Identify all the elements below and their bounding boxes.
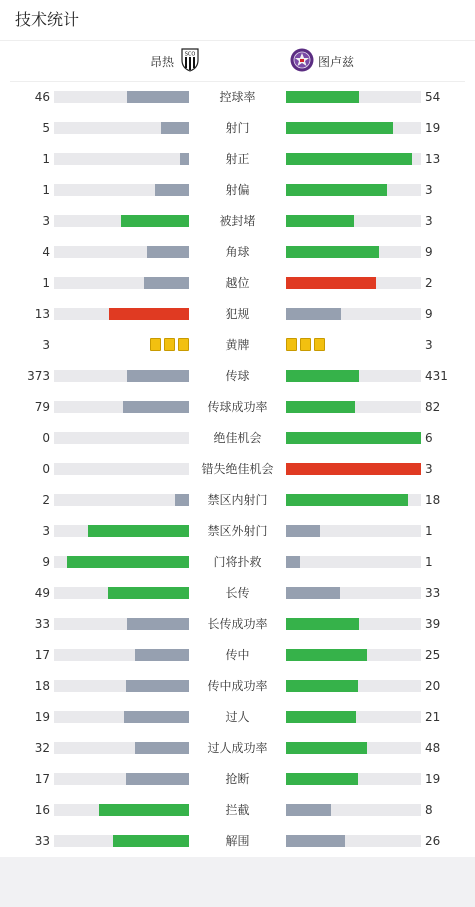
stat-label: 传球成功率: [207, 400, 268, 414]
away-bar: [286, 649, 367, 661]
home-bar-track: [54, 649, 189, 661]
stat-row: [0, 273, 475, 293]
away-value: 20: [425, 679, 441, 693]
away-bar: [286, 804, 331, 816]
home-value: 0: [42, 431, 50, 445]
stat-row: [0, 428, 475, 448]
home-value: 3: [42, 524, 50, 538]
home-bar: [121, 215, 189, 227]
home-bar-track: [54, 618, 189, 630]
stat-row: [0, 149, 475, 169]
stat-row: [0, 490, 475, 510]
away-bar-track: [286, 401, 421, 413]
away-value: 3: [425, 462, 433, 476]
away-value: 9: [425, 245, 433, 259]
away-bar-track: [286, 215, 421, 227]
svg-text:SCO: SCO: [184, 51, 196, 57]
stat-label: 传中成功率: [207, 679, 268, 693]
stat-label: 错失绝佳机会: [201, 462, 274, 476]
away-bar: [286, 525, 320, 537]
home-value: 3: [42, 214, 50, 228]
stat-label: 解围: [225, 834, 250, 848]
home-value: 1: [42, 183, 50, 197]
home-value: 19: [34, 710, 50, 724]
away-value: 9: [425, 307, 433, 321]
stat-label: 过人成功率: [207, 741, 268, 755]
home-bar-track: [54, 432, 189, 444]
stat-label: 角球: [225, 245, 250, 259]
home-bar-track: [54, 246, 189, 258]
home-value: 32: [34, 741, 50, 755]
away-bar-track: [286, 184, 421, 196]
home-bar-track: [54, 122, 189, 134]
away-bar: [286, 215, 354, 227]
home-bar: [123, 401, 189, 413]
home-bar-track: [54, 184, 189, 196]
away-value: 54: [425, 90, 441, 104]
home-bar-track: [54, 91, 189, 103]
away-value: 39: [425, 617, 441, 631]
stat-row: [0, 521, 475, 541]
away-bar: [286, 587, 340, 599]
stat-row: [0, 459, 475, 479]
home-value: 17: [34, 648, 50, 662]
home-bar-track: [54, 401, 189, 413]
stat-label: 犯规: [225, 307, 250, 321]
home-bar-track: [54, 277, 189, 289]
stat-row: [0, 769, 475, 789]
home-value: 0: [42, 462, 50, 476]
stat-label: 传中: [225, 648, 250, 662]
stat-label: 射正: [225, 152, 250, 166]
away-bar: [286, 835, 345, 847]
away-bar-track: [286, 122, 421, 134]
home-value: 49: [34, 586, 50, 600]
away-bar-track: [286, 711, 421, 723]
stat-row: [0, 335, 475, 355]
away-value: 1: [425, 524, 433, 538]
home-bar-track: [54, 525, 189, 537]
away-yellow-cards: [286, 338, 325, 351]
away-value: 19: [425, 772, 441, 786]
home-bar: [175, 494, 189, 506]
toulouse-crest-icon: [290, 48, 314, 75]
stat-label: 禁区外射门: [207, 524, 268, 538]
stat-row: [0, 211, 475, 231]
away-bar: [286, 711, 356, 723]
home-value: 18: [34, 679, 50, 693]
home-bar: [180, 153, 189, 165]
stat-row: [0, 242, 475, 262]
away-bar-track: [286, 649, 421, 661]
home-bar-track: [54, 308, 189, 320]
away-value: 21: [425, 710, 441, 724]
away-bar: [286, 153, 412, 165]
away-bar: [286, 494, 408, 506]
home-value: 2: [42, 493, 50, 507]
away-bar-track: [286, 370, 421, 382]
away-value: 33: [425, 586, 441, 600]
stat-row: [0, 583, 475, 603]
home-bar-track: [54, 680, 189, 692]
home-bar-track: [54, 215, 189, 227]
home-bar-track: [54, 835, 189, 847]
yellow-card-icon: [164, 338, 175, 351]
page-title: 技术统计: [15, 10, 80, 29]
away-bar: [286, 773, 358, 785]
stat-label: 门将扑救: [213, 555, 262, 569]
home-value: 3: [42, 338, 50, 352]
away-bar-track: [286, 308, 421, 320]
stat-label: 传球: [225, 369, 250, 383]
home-team-name: 昂热: [149, 54, 174, 69]
away-value: 82: [425, 400, 441, 414]
away-team[interactable]: [290, 41, 354, 81]
stat-row: [0, 118, 475, 138]
home-value: 79: [34, 400, 50, 414]
home-bar: [127, 370, 189, 382]
away-bar: [286, 680, 358, 692]
home-bar-track: [54, 556, 189, 568]
stat-row: [0, 552, 475, 572]
away-value: 48: [425, 741, 441, 755]
home-bar: [126, 773, 189, 785]
home-bar: [126, 680, 189, 692]
home-yellow-cards: [150, 338, 189, 351]
home-value: 9: [42, 555, 50, 569]
home-value: 13: [34, 307, 50, 321]
away-bar: [286, 401, 355, 413]
home-value: 1: [42, 276, 50, 290]
home-bar-track: [54, 711, 189, 723]
stat-row: [0, 614, 475, 634]
home-bar: [127, 91, 189, 103]
away-value: 3: [425, 338, 433, 352]
away-value: 6: [425, 431, 433, 445]
away-value: 1: [425, 555, 433, 569]
home-bar-track: [54, 587, 189, 599]
away-bar: [286, 184, 387, 196]
away-value: 26: [425, 834, 441, 848]
away-bar: [286, 370, 359, 382]
away-value: 19: [425, 121, 441, 135]
stat-row: [0, 180, 475, 200]
yellow-card-icon: [178, 338, 189, 351]
stat-row: [0, 397, 475, 417]
stat-label: 黄牌: [225, 338, 250, 352]
yellow-card-icon: [150, 338, 161, 351]
away-value: 8: [425, 803, 433, 817]
home-bar-track: [54, 804, 189, 816]
away-bar-track: [286, 246, 421, 258]
stat-row: [0, 800, 475, 820]
stat-row: [0, 304, 475, 324]
stat-row: [0, 676, 475, 696]
away-team-name: 图卢兹: [318, 54, 355, 69]
away-bar-track: [286, 680, 421, 692]
stat-label: 拦截: [225, 803, 250, 817]
home-bar-track: [54, 370, 189, 382]
stat-label: 控球率: [219, 90, 256, 104]
home-bar-track: [54, 494, 189, 506]
home-bar: [144, 277, 189, 289]
away-bar-track: [286, 525, 421, 537]
home-bar: [147, 246, 189, 258]
home-bar: [135, 742, 189, 754]
stat-label: 长传成功率: [207, 617, 268, 631]
home-bar: [113, 835, 189, 847]
stat-label: 越位: [225, 276, 250, 290]
home-bar-track: [54, 773, 189, 785]
away-bar-track: [286, 773, 421, 785]
stat-label: 射门: [225, 121, 250, 135]
stat-row: [0, 366, 475, 386]
away-bar: [286, 556, 300, 568]
home-value: 46: [34, 90, 50, 104]
stat-row: [0, 707, 475, 727]
angers-crest-icon: [180, 48, 200, 75]
away-bar: [286, 463, 421, 475]
away-bar-track: [286, 618, 421, 630]
home-bar: [88, 525, 189, 537]
away-bar-track: [286, 91, 421, 103]
home-value: 33: [34, 617, 50, 631]
away-bar-track: [286, 556, 421, 568]
stat-row: [0, 87, 475, 107]
home-bar-track: [54, 742, 189, 754]
stat-label: 长传: [225, 586, 250, 600]
home-value: 373: [27, 369, 50, 383]
home-value: 16: [34, 803, 50, 817]
stat-label: 射偏: [225, 183, 250, 197]
away-bar: [286, 432, 421, 444]
away-value: 13: [425, 152, 441, 166]
yellow-card-icon: [314, 338, 325, 351]
home-bar: [109, 308, 189, 320]
home-value: 33: [34, 834, 50, 848]
team-header: [10, 41, 465, 82]
away-bar: [286, 308, 341, 320]
home-value: 5: [42, 121, 50, 135]
home-bar: [161, 122, 189, 134]
away-bar-track: [286, 153, 421, 165]
home-bar: [99, 804, 189, 816]
away-bar-track: [286, 804, 421, 816]
home-team[interactable]: [150, 41, 200, 81]
home-bar: [155, 184, 189, 196]
stat-label: 绝佳机会: [213, 431, 262, 445]
stat-row: [0, 831, 475, 851]
yellow-card-icon: [300, 338, 311, 351]
home-bar: [67, 556, 189, 568]
stat-row: [0, 738, 475, 758]
away-value: 25: [425, 648, 441, 662]
home-value: 1: [42, 152, 50, 166]
away-bar: [286, 742, 367, 754]
away-bar-track: [286, 742, 421, 754]
away-value: 18: [425, 493, 441, 507]
away-bar-track: [286, 494, 421, 506]
stat-label: 过人: [225, 710, 250, 724]
home-bar-track: [54, 153, 189, 165]
home-bar: [127, 618, 189, 630]
away-bar-track: [286, 587, 421, 599]
away-bar-track: [286, 432, 421, 444]
home-bar: [124, 711, 189, 723]
away-bar: [286, 246, 379, 258]
stat-label: 禁区内射门: [207, 493, 268, 507]
away-bar-track: [286, 463, 421, 475]
home-value: 4: [42, 245, 50, 259]
away-value: 3: [425, 214, 433, 228]
home-bar: [135, 649, 189, 661]
away-bar: [286, 91, 359, 103]
away-value: 431: [425, 369, 448, 383]
home-bar: [108, 587, 189, 599]
stat-row: [0, 645, 475, 665]
away-value: 3: [425, 183, 433, 197]
home-value: 17: [34, 772, 50, 786]
home-bar-track: [54, 463, 189, 475]
away-value: 2: [425, 276, 433, 290]
away-bar-track: [286, 835, 421, 847]
away-bar: [286, 277, 376, 289]
stat-label: 抢断: [225, 772, 250, 786]
yellow-card-icon: [286, 338, 297, 351]
stat-label: 被封堵: [219, 214, 256, 228]
away-bar: [286, 618, 359, 630]
away-bar-track: [286, 277, 421, 289]
away-bar: [286, 122, 393, 134]
